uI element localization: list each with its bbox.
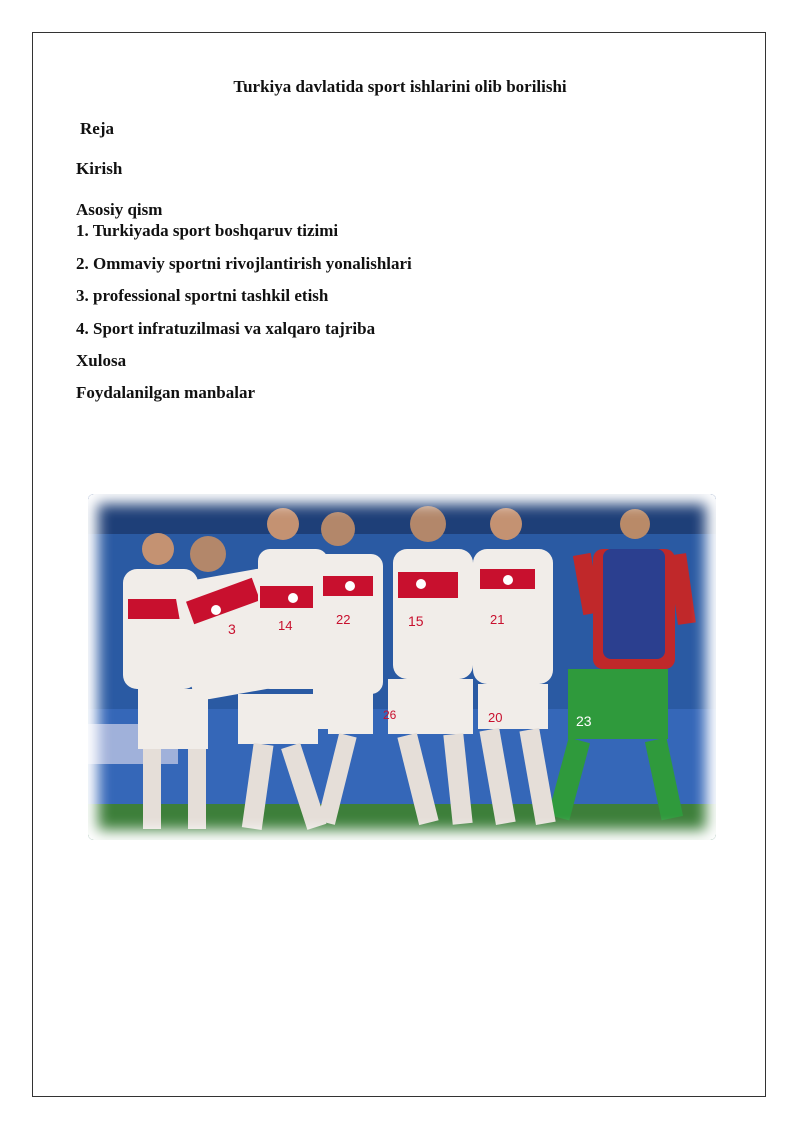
svg-text:20: 20 — [488, 710, 503, 725]
document-title: Turkiya davlatida sport ishlarini olib borilishi — [233, 77, 567, 96]
svg-text:21: 21 — [490, 612, 505, 627]
svg-text:26: 26 — [383, 708, 397, 722]
plan-heading: Reja — [80, 119, 114, 138]
plan-item-3: 3. professional sportni tashkil etish — [76, 286, 329, 305]
main-part-heading: Asosiy qism — [76, 200, 163, 219]
plan-item-2: 2. Ommaviy sportni rivojlantirish yonalishlari — [76, 254, 412, 273]
svg-text:3: 3 — [228, 621, 236, 637]
conclusion-heading: Xulosa — [76, 351, 127, 370]
pitch — [88, 804, 716, 840]
svg-text:15: 15 — [408, 613, 424, 629]
sources-heading: Foydalanilgan manbalar — [76, 383, 256, 402]
plan-item-1: 1. Turkiyada sport boshqaruv tizimi — [76, 221, 339, 240]
svg-text:22: 22 — [336, 612, 351, 627]
team-celebration-photo — [88, 494, 716, 840]
plan-item-4: 4. Sport infratuzilmasi va xalqaro tajriba — [76, 319, 376, 338]
svg-text:14: 14 — [278, 618, 293, 633]
intro-heading: Kirish — [76, 159, 123, 178]
svg-text:23: 23 — [576, 713, 592, 729]
